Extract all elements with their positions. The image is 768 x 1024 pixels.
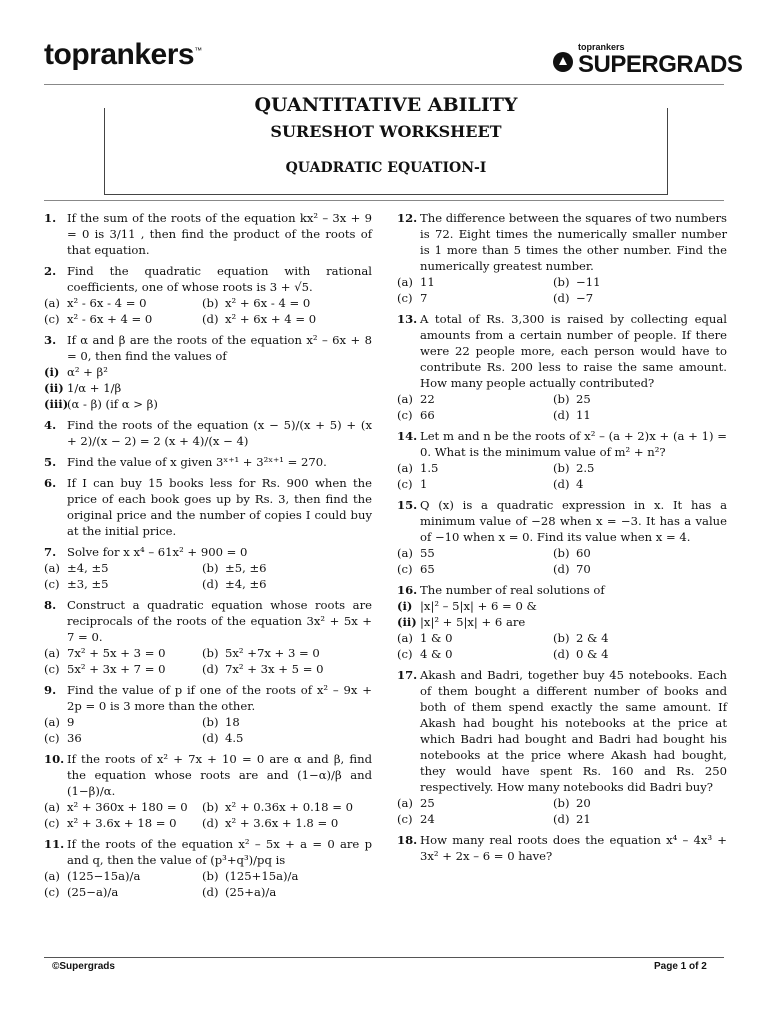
option-label: (c) [44, 885, 60, 899]
option-text: 25 [576, 392, 591, 406]
question-item [44, 210, 372, 258]
option-label: (c) [397, 647, 413, 661]
option-label: (a) [397, 275, 413, 289]
answer-option [397, 407, 435, 423]
option-label: (c) [397, 291, 413, 305]
answer-option [44, 815, 177, 831]
question-text: The difference between the squares of two numbers is 72. Eight times the numerically smaller number is 1 more than 5 times the other number. Find the numerically greatest number. [420, 211, 727, 273]
option-text: x² - 6x - 4 = 0 [67, 296, 147, 310]
question-number: 9. [44, 683, 57, 697]
worksheet-subtitle: SURESHOT WORKSHEET [270, 122, 502, 141]
option-label: (a) [44, 296, 60, 310]
option-label: (a) [397, 796, 413, 810]
question-subpart [397, 614, 727, 630]
question-subpart [44, 396, 372, 412]
answer-option [44, 661, 166, 677]
option-row [397, 561, 727, 577]
question-number: 1. [44, 211, 57, 225]
option-label: (b) [553, 461, 570, 475]
option-row [397, 630, 727, 646]
header-rule [44, 84, 724, 85]
question-number: 10. [44, 752, 65, 766]
option-text: −7 [576, 291, 594, 305]
question-number: 7. [44, 545, 57, 559]
option-text: 7 [420, 291, 428, 305]
option-label: (c) [397, 812, 413, 826]
option-label: (b) [553, 796, 570, 810]
question-item [44, 475, 372, 539]
question-text: If α and β are the roots of the equation x² – 6x + 8 = 0, then find the values of [67, 333, 372, 363]
question-item [44, 751, 372, 831]
answer-option [553, 561, 591, 577]
option-label: (c) [44, 816, 60, 830]
answer-option [553, 795, 591, 811]
answer-option [202, 799, 353, 815]
supergrads-logo-big: SUPERGRADS [578, 51, 743, 78]
question-text: Find the quadratic equation with rational coefficients, one of whose roots is 3 + √5. [67, 264, 372, 294]
question-text: Akash and Badri, together buy 45 notebooks. Each of them bought a different number of books and both of them spend exactly the same amount. If Akash had bought his notebooks at the price at which Badri had bought and Badri had bought his notebooks at the price where Akash had bought, they would have spent Rs. 160 and Rs. 250 respectively. How many notebooks did Badri buy? [420, 668, 727, 794]
option-row [397, 460, 727, 476]
option-label: (a) [397, 631, 413, 645]
question-item [44, 332, 372, 412]
subpart-label: (ii) [44, 381, 64, 395]
option-text: 11 [576, 408, 591, 422]
question-text: Q (x) is a quadratic expression in x. It has a minimum value of −28 when x = −3. It has a value of −10 when x = 0. Find its value when x = 4. [420, 498, 727, 544]
option-row [44, 645, 372, 661]
question-number: 6. [44, 476, 57, 490]
option-label: (a) [397, 546, 413, 560]
question-item [397, 428, 727, 492]
option-label: (d) [202, 312, 219, 326]
option-row [397, 274, 727, 290]
option-row [44, 799, 372, 815]
subpart-text: (α - β) (if α > β) [67, 397, 158, 411]
option-row [397, 545, 727, 561]
option-text: −11 [576, 275, 601, 289]
option-label: (c) [44, 662, 60, 676]
right-question-column [397, 210, 727, 869]
answer-option [202, 884, 276, 900]
option-text: 4.5 [225, 731, 244, 745]
question-item [44, 263, 372, 327]
option-row [397, 795, 727, 811]
footer-copyright: ©Supergrads [52, 961, 115, 972]
answer-option [202, 714, 240, 730]
question-item [44, 417, 372, 449]
question-text: Solve for x x⁴ – 61x² + 900 = 0 [67, 545, 248, 559]
answer-option [202, 868, 298, 884]
option-label: (b) [553, 392, 570, 406]
answer-option [397, 795, 435, 811]
question-text: Find the roots of the equation (x − 5)/(x + 5) + (x + 2)/(x − 2) = 2 (x + 4)/(x − 4) [67, 418, 372, 448]
answer-option [397, 545, 435, 561]
option-text: x² + 3.6x + 1.8 = 0 [225, 816, 339, 830]
subpart-text: |x|² + 5|x| + 6 are [420, 615, 526, 629]
option-row [397, 290, 727, 306]
question-item [44, 597, 372, 677]
answer-option [44, 799, 188, 815]
answer-option [553, 391, 591, 407]
option-text: 25 [420, 796, 435, 810]
question-number: 5. [44, 455, 57, 469]
title-rule [44, 200, 724, 201]
answer-option [397, 630, 452, 646]
answer-option [202, 295, 310, 311]
question-text: The number of real solutions of [420, 583, 605, 597]
option-text: 7x² + 5x + 3 = 0 [67, 646, 166, 660]
worksheet-title: QUANTITATIVE ABILITY [254, 94, 518, 116]
option-label: (a) [44, 715, 60, 729]
answer-option [553, 476, 583, 492]
option-text: x² + 360x + 180 = 0 [67, 800, 188, 814]
option-text: 60 [576, 546, 591, 560]
question-number: 11. [44, 837, 65, 851]
left-question-column [44, 210, 372, 905]
option-text: 5x² +7x + 3 = 0 [225, 646, 320, 660]
option-text: x² + 3.6x + 18 = 0 [67, 816, 177, 830]
answer-option [202, 815, 338, 831]
option-label: (a) [44, 646, 60, 660]
title-box [104, 94, 668, 195]
question-text: Find the value of p if one of the roots of x² – 9x + 2p = 0 is 3 more than the other. [67, 683, 372, 713]
option-row [397, 476, 727, 492]
question-number: 18. [397, 833, 418, 847]
answer-option [44, 645, 166, 661]
answer-option [397, 811, 435, 827]
option-label: (b) [202, 296, 219, 310]
answer-option [553, 407, 591, 423]
option-text: x² + 6x - 4 = 0 [225, 296, 311, 310]
worksheet-topic: QUADRATIC EQUATION-I [285, 160, 487, 176]
option-row [44, 714, 372, 730]
question-number: 2. [44, 264, 57, 278]
option-text: 66 [420, 408, 435, 422]
option-label: (d) [553, 562, 570, 576]
subpart-label: (i) [397, 599, 413, 613]
option-text: x² + 0.36x + 0.18 = 0 [225, 800, 353, 814]
footer-rule [44, 957, 724, 958]
option-text: x² + 6x + 4 = 0 [225, 312, 317, 326]
option-text: 9 [67, 715, 75, 729]
option-label: (d) [553, 291, 570, 305]
answer-option [44, 884, 118, 900]
option-text: 11 [420, 275, 435, 289]
answer-option [553, 545, 591, 561]
answer-option [397, 290, 427, 306]
question-number: 8. [44, 598, 57, 612]
option-label: (d) [553, 812, 570, 826]
question-number: 12. [397, 211, 418, 225]
option-text: 24 [420, 812, 435, 826]
question-text: How many real roots does the equation x⁴ – 4x³ + 3x² + 2x – 6 = 0 have? [420, 833, 727, 863]
option-text: 2 & 4 [576, 631, 609, 645]
option-text: 36 [67, 731, 82, 745]
option-label: (a) [44, 800, 60, 814]
question-number: 14. [397, 429, 418, 443]
option-row [397, 391, 727, 407]
question-text: If the sum of the roots of the equation kx² – 3x + 9 = 0 is 3/11 , then find the product of the roots of that equation. [67, 211, 372, 257]
answer-option [44, 868, 140, 884]
option-label: (b) [202, 646, 219, 660]
question-text: A total of Rs. 3,300 is raised by collecting equal amounts from a certain number of people. If there were 22 people more, each person would have to contribute Rs. 200 less to raise the same amount. How many people actually contributed? [420, 312, 727, 390]
question-text: If the roots of the equation x² – 5x + a = 0 are p and q, then the value of (p³+q³)/pq is [67, 837, 372, 867]
option-label: (b) [202, 869, 219, 883]
option-label: (c) [44, 731, 60, 745]
answer-option [397, 274, 435, 290]
option-text: ±4, ±6 [225, 577, 267, 591]
answer-option [553, 290, 593, 306]
option-row [44, 661, 372, 677]
option-label: (a) [44, 561, 60, 575]
option-text: 55 [420, 546, 435, 560]
option-label: (c) [397, 408, 413, 422]
option-text: 4 [576, 477, 584, 491]
question-item [397, 311, 727, 423]
option-label: (b) [202, 800, 219, 814]
question-item [397, 582, 727, 662]
toprankers-logo-text: toprankers [44, 38, 195, 71]
question-text: Let m and n be the roots of x² – (a + 2)x + (a + 1) = 0. What is the minimum value of m² + n²? [420, 429, 727, 459]
answer-option [202, 661, 324, 677]
option-label: (b) [553, 275, 570, 289]
option-text: (125−15a)/a [67, 869, 141, 883]
option-text: ±4, ±5 [67, 561, 109, 575]
option-text: ±5, ±6 [225, 561, 267, 575]
option-text: 70 [576, 562, 591, 576]
option-text: x² - 6x + 4 = 0 [67, 312, 153, 326]
option-row [44, 815, 372, 831]
answer-option [397, 476, 427, 492]
answer-option [397, 391, 435, 407]
option-text: (25−a)/a [67, 885, 119, 899]
answer-option [553, 811, 591, 827]
question-number: 15. [397, 498, 418, 512]
question-text: If I can buy 15 books less for Rs. 900 when the price of each book goes up by Rs. 3, then find the original price and the number of copies I could buy at the initial price. [67, 476, 372, 538]
option-text: 20 [576, 796, 591, 810]
option-text: 4 & 0 [420, 647, 453, 661]
question-item [44, 544, 372, 592]
answer-option [44, 295, 147, 311]
option-row [397, 811, 727, 827]
question-item [44, 454, 372, 470]
option-label: (d) [553, 477, 570, 491]
question-number: 16. [397, 583, 418, 597]
option-label: (b) [553, 546, 570, 560]
option-row [44, 311, 372, 327]
question-subpart [397, 598, 727, 614]
option-label: (d) [553, 408, 570, 422]
option-label: (a) [397, 392, 413, 406]
question-number: 13. [397, 312, 418, 326]
answer-option [397, 646, 452, 662]
answer-option [397, 561, 435, 577]
option-text: 0 & 4 [576, 647, 609, 661]
option-row [44, 295, 372, 311]
question-text: If the roots of x² + 7x + 10 = 0 are α and β, find the equation whose roots are and (1−α)/β and (1−β)/α. [67, 752, 372, 798]
option-text: 2.5 [576, 461, 595, 475]
option-text: 21 [576, 812, 591, 826]
answer-option [44, 311, 152, 327]
question-text: Construct a quadratic equation whose roots are reciprocals of the roots of the equation 3x² + 5x + 7 = 0. [67, 598, 372, 644]
answer-option [44, 730, 82, 746]
answer-option [553, 274, 600, 290]
question-item [397, 210, 727, 306]
question-item [397, 832, 727, 864]
question-item [44, 682, 372, 746]
option-label: (d) [202, 885, 219, 899]
subpart-text: 1/α + 1/β [67, 381, 122, 395]
answer-option [397, 460, 438, 476]
option-text: 18 [225, 715, 240, 729]
option-label: (a) [397, 461, 413, 475]
option-row [44, 576, 372, 592]
answer-option [202, 645, 320, 661]
option-label: (b) [553, 631, 570, 645]
answer-option [202, 311, 316, 327]
question-number: 17. [397, 668, 418, 682]
question-item [397, 497, 727, 577]
supergrads-seal-icon [552, 51, 574, 73]
footer-page-number: Page 1 of 2 [654, 961, 707, 972]
option-text: 7x² + 3x + 5 = 0 [225, 662, 324, 676]
option-text: 5x² + 3x + 7 = 0 [67, 662, 166, 676]
answer-option [44, 714, 74, 730]
option-row [44, 868, 372, 884]
question-number: 4. [44, 418, 57, 432]
question-subpart [44, 380, 372, 396]
option-row [397, 646, 727, 662]
option-label: (d) [202, 731, 219, 745]
option-label: (d) [553, 647, 570, 661]
option-row [44, 884, 372, 900]
option-text: 1.5 [420, 461, 439, 475]
option-label: (c) [44, 312, 60, 326]
answer-option [202, 730, 243, 746]
supergrads-logo-small: toprankers [578, 42, 625, 52]
answer-option [202, 560, 267, 576]
option-row [397, 407, 727, 423]
answer-option [44, 576, 109, 592]
option-text: 65 [420, 562, 435, 576]
subpart-label: (i) [44, 365, 60, 379]
option-label: (b) [202, 715, 219, 729]
option-text: 1 [420, 477, 428, 491]
option-label: (a) [44, 869, 60, 883]
subpart-label: (iii) [44, 397, 69, 411]
subpart-text: α² + β² [67, 365, 108, 379]
option-label: (c) [397, 562, 413, 576]
option-text: ±3, ±5 [67, 577, 109, 591]
option-text: 22 [420, 392, 435, 406]
question-number: 3. [44, 333, 57, 347]
question-text: Find the value of x given 3ˣ⁺¹ + 3²ˣ⁺¹ = 270. [67, 455, 327, 469]
subpart-text: |x|² – 5|x| + 6 = 0 & [420, 599, 537, 613]
option-label: (c) [44, 577, 60, 591]
option-label: (d) [202, 662, 219, 676]
option-text: (25+a)/a [225, 885, 277, 899]
option-label: (c) [397, 477, 413, 491]
option-text: (125+15a)/a [225, 869, 299, 883]
option-label: (d) [202, 577, 219, 591]
answer-option [553, 630, 608, 646]
option-row [44, 730, 372, 746]
question-item [44, 836, 372, 900]
option-row [44, 560, 372, 576]
answer-option [553, 460, 594, 476]
option-text: 1 & 0 [420, 631, 453, 645]
answer-option [202, 576, 267, 592]
option-label: (b) [202, 561, 219, 575]
answer-option [553, 646, 608, 662]
toprankers-logo: toprankers™ [44, 38, 202, 71]
option-label: (d) [202, 816, 219, 830]
answer-option [44, 560, 109, 576]
subpart-label: (ii) [397, 615, 417, 629]
question-item [397, 667, 727, 827]
question-subpart [44, 364, 372, 380]
